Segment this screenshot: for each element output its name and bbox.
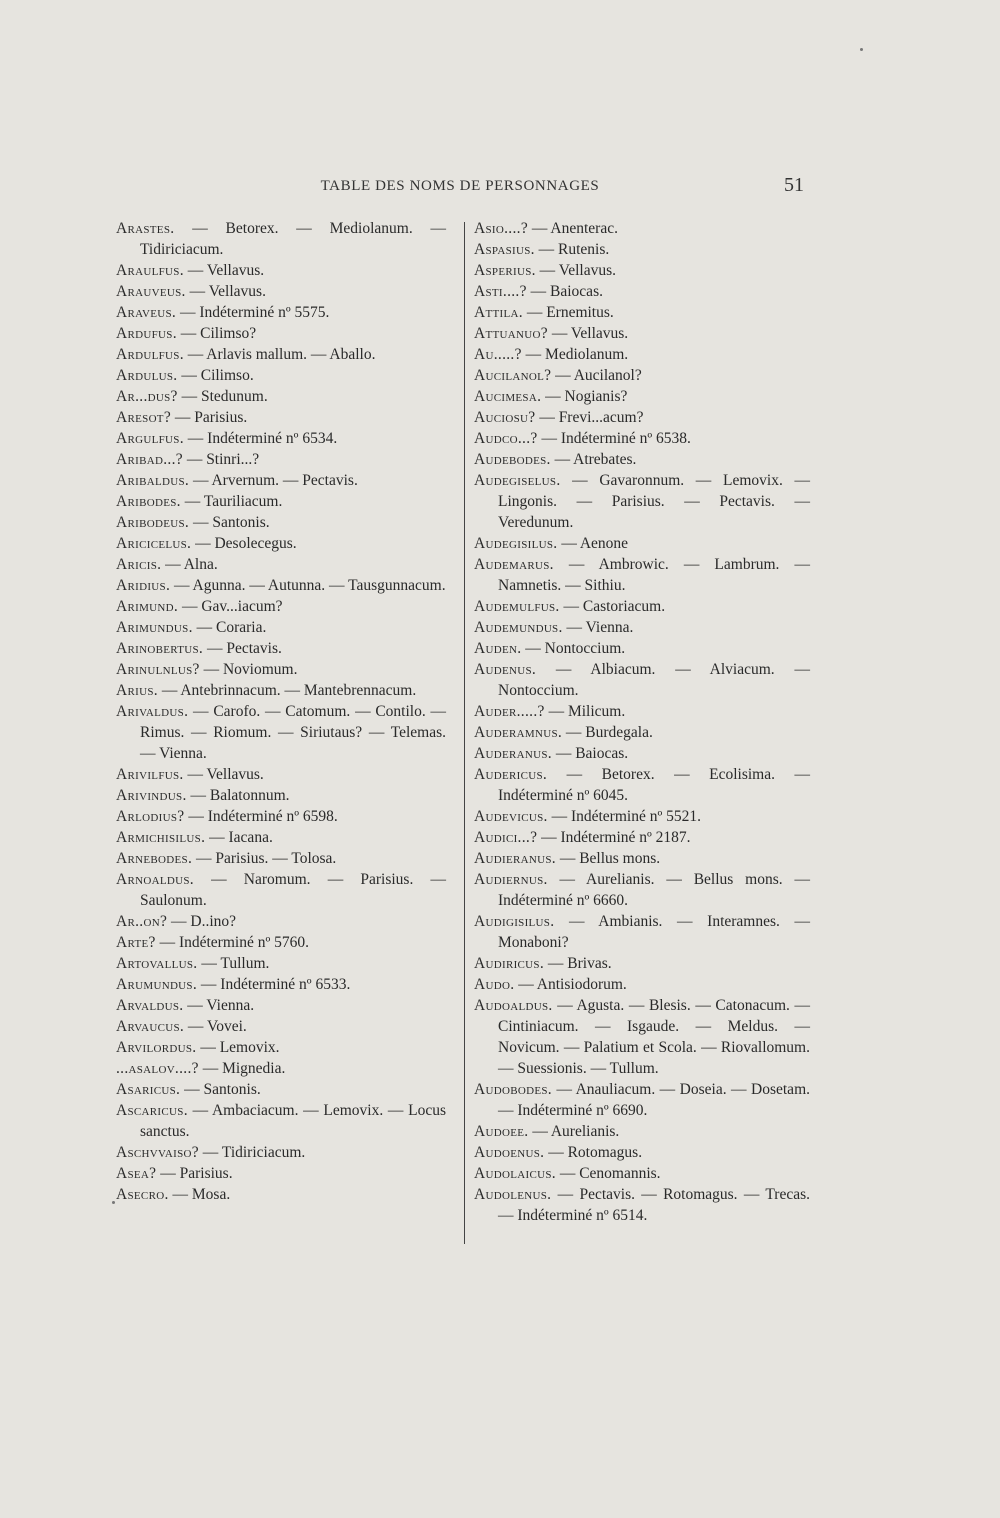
index-entry (474, 869, 810, 911)
entry-name: ...asalov....? (116, 1060, 199, 1077)
index-entry (474, 701, 810, 722)
entry-name: Audoaldus. (474, 997, 553, 1014)
index-entry (116, 995, 446, 1016)
index-entry (116, 1037, 446, 1058)
entry-places: — Betorex. — Mediolanum. — Tidiriciacum. (140, 220, 447, 258)
entry-places: — Mosa. (172, 1186, 231, 1203)
entry-name: Asio....? (474, 220, 528, 237)
entry-name: Audegisilus. (474, 535, 558, 552)
index-entry (116, 554, 446, 575)
entry-places: — Indéterminé nº 6534. (187, 430, 338, 447)
entry-places: — Desolecegus. (195, 535, 297, 552)
entry-places: — Alna. (165, 556, 218, 573)
index-entry (474, 281, 810, 302)
index-entry (474, 449, 810, 470)
entry-name: Audemarus. (474, 556, 554, 573)
index-entry (474, 596, 810, 617)
entry-name: Aucimesa. (474, 388, 542, 405)
index-entry (116, 512, 446, 533)
entry-name: Aribad...? (116, 451, 183, 468)
entry-places: — Vovei. (187, 1018, 247, 1035)
entry-name: Auderamnus. (474, 724, 563, 741)
index-entry (474, 848, 810, 869)
index-entry (474, 260, 810, 281)
index-entry (116, 386, 446, 407)
index-entry (116, 218, 446, 260)
entry-name: Audiernus. (474, 871, 548, 888)
entry-name: Ardufus. (116, 325, 177, 342)
entry-name: Attila. (474, 304, 523, 321)
entry-places: — Aurelianis. (532, 1123, 620, 1140)
entry-places: — Anauliacum. — Doseia. — Dosetam. — Indéterminé nº 6690. (498, 1081, 810, 1119)
entry-places: — Burdegala. (565, 724, 653, 741)
entry-places: — Arlavis mallum. — Aballo. (187, 346, 376, 363)
index-entry (116, 806, 446, 827)
paper-speck (860, 48, 863, 51)
entry-places: — Stinri...? (186, 451, 260, 468)
index-entry (116, 428, 446, 449)
index-entry (116, 764, 446, 785)
entry-places: — Aenone (561, 535, 629, 552)
entry-name: Auder.....? (474, 703, 545, 720)
entry-name: Audolaicus. (474, 1165, 556, 1182)
entry-name: Arimundus. (116, 619, 193, 636)
entry-places: — Pectavis. — Rotomagus. — Trecas. — Indéterminé nº 6514. (498, 1186, 810, 1224)
index-entry (474, 344, 810, 365)
entry-places: — Vellavus. (539, 262, 617, 279)
entry-name: Artovallus. (116, 955, 198, 972)
entry-places: — Indéterminé nº 5575. (179, 304, 330, 321)
entry-name: Audericus. (474, 766, 548, 783)
index-entry (474, 764, 810, 806)
entry-places: — Albiacum. — Alviacum. — Nontoccium. (498, 661, 810, 699)
entry-places: — Nontoccium. (525, 640, 626, 657)
entry-name: Ardulus. (116, 367, 178, 384)
entry-name: Audemundus. (474, 619, 563, 636)
entry-name: Asti....? (474, 283, 527, 300)
entry-name: Arivindus. (116, 787, 187, 804)
entry-places: — Gav...iacum? (181, 598, 283, 615)
entry-name: Auderanus. (474, 745, 552, 762)
entry-name: Aribaldus. (116, 472, 190, 489)
index-entry (116, 1058, 446, 1079)
entry-places: — Carofo. — Catomum. — Contilo. — Rimus. — Riomum. — Siriutaus? — Telemas. — Vienna. (140, 703, 447, 762)
entry-places: — Vellavus. (187, 262, 265, 279)
entry-name: Ascaricus. (116, 1102, 188, 1119)
entry-places: — Aucilanol? (555, 367, 642, 384)
index-entry (474, 911, 810, 953)
entry-places: — Lemovix. (200, 1039, 280, 1056)
entry-name: Asperius. (474, 262, 536, 279)
entry-name: Aschvvaiso? (116, 1144, 199, 1161)
entry-name: Auciosu? (474, 409, 536, 426)
entry-places: — Ambrowic. — Lambrum. — Namnetis. — Sithiu. (498, 556, 810, 594)
entry-places: — Pectavis. (206, 640, 282, 657)
entry-name: Arumundus. (116, 976, 198, 993)
index-entry (474, 365, 810, 386)
entry-name: Audici...? (474, 829, 538, 846)
entry-name: Attuanuo? (474, 325, 548, 342)
entry-name: Arnebodes. (116, 850, 193, 867)
entry-name: Arte? (116, 934, 156, 951)
index-entry (116, 470, 446, 491)
index-entry (116, 848, 446, 869)
column-divider (464, 222, 465, 1244)
entry-places: — Anenterac. (531, 220, 618, 237)
index-entry (116, 1016, 446, 1037)
entry-name: Asecro. (116, 1186, 169, 1203)
right-column (474, 218, 810, 1226)
index-entry (474, 533, 810, 554)
page-number: 51 (784, 174, 804, 196)
entry-places: — Iacana. (209, 829, 273, 846)
entry-name: Audoee. (474, 1123, 529, 1140)
index-entry (474, 428, 810, 449)
entry-name: Araulfus. (116, 262, 184, 279)
index-entry (116, 785, 446, 806)
entry-name: Arinulnlus? (116, 661, 200, 678)
index-entry (474, 1121, 810, 1142)
entry-name: Audemulfus. (474, 598, 560, 615)
index-entry (116, 1163, 446, 1184)
index-entry (474, 323, 810, 344)
index-entry (116, 701, 446, 764)
index-entry (474, 638, 810, 659)
entry-name: Auden. (474, 640, 522, 657)
entry-places: — Noviomum. (203, 661, 298, 678)
index-entry (116, 281, 446, 302)
index-entry (116, 1079, 446, 1100)
entry-places: — Vellavus. (187, 766, 264, 783)
entry-places: — Betorex. — Ecolisima. — Indéterminé nº 6045. (498, 766, 810, 804)
entry-places: — D..ino? (171, 913, 237, 930)
entry-places: — Castoriacum. (563, 598, 666, 615)
index-entry (116, 260, 446, 281)
entry-name: Aresot? (116, 409, 172, 426)
index-entry (116, 827, 446, 848)
index-entry (116, 953, 446, 974)
entry-name: Aribodes. (116, 493, 181, 510)
entry-places: — Stedunum. (181, 388, 268, 405)
entry-places: — Agunna. — Autunna. — Tausgunnacum. (174, 577, 446, 594)
entry-name: Araveus. (116, 304, 177, 321)
entry-places: — Indéterminé nº 2187. (541, 829, 691, 846)
index-entry (474, 995, 810, 1079)
entry-name: Aucilanol? (474, 367, 552, 384)
entry-places: — Ambaciacum. — Lemovix. — Locus sanctus. (140, 1102, 447, 1140)
entry-places: — Baiocas. (530, 283, 603, 300)
entry-name: Audo. (474, 976, 515, 993)
index-entry (474, 1184, 810, 1226)
index-entry (474, 554, 810, 596)
index-entry (116, 302, 446, 323)
entry-places: — Gavaronnum. — Lemovix. — Lingonis. — Parisius. — Pectavis. — Veredunum. (498, 472, 810, 531)
entry-places: — Agusta. — Blesis. — Catonacum. — Cintiniacum. — Isgaude. — Meldus. — Novicum. — Palatium et Scola. — Riovallomum. — Suessionis. — Tullum. (498, 997, 810, 1077)
entry-name: Audigisilus. (474, 913, 555, 930)
entry-places: — Tullum. (201, 955, 270, 972)
entry-places: — Cilimso. (181, 367, 254, 384)
entry-places: — Cenomannis. (559, 1165, 661, 1182)
entry-places: — Mignedia. (202, 1060, 286, 1077)
entry-places: — Baiocas. (555, 745, 629, 762)
entry-name: Arvaucus. (116, 1018, 185, 1035)
entry-name: Argulfus. (116, 430, 184, 447)
entry-name: Arvilordus. (116, 1039, 197, 1056)
entry-places: — Milicum. (548, 703, 626, 720)
entry-name: Arvaldus. (116, 997, 184, 1014)
index-entry (116, 449, 446, 470)
index-entry (116, 407, 446, 428)
entry-places: — Santonis. (192, 514, 270, 531)
entry-name: Audolenus. (474, 1186, 552, 1203)
entry-places: — Arvernum. — Pectavis. (192, 472, 358, 489)
entry-places: — Bellus mons. (559, 850, 661, 867)
entry-name: Arlodius? (116, 808, 185, 825)
index-entry (474, 806, 810, 827)
entry-places: — Balatonnum. (190, 787, 290, 804)
entry-name: Aricicelus. (116, 535, 192, 552)
index-entry (474, 218, 810, 239)
index-entry (474, 386, 810, 407)
entry-name: Audebodes. (474, 451, 551, 468)
entry-places: — Cilimso? (180, 325, 257, 342)
index-entry (116, 911, 446, 932)
index-entry (116, 974, 446, 995)
index-entry (116, 869, 446, 911)
index-entry (116, 491, 446, 512)
entry-name: Aridius. (116, 577, 171, 594)
paper-speck (112, 1201, 115, 1204)
index-entry (474, 743, 810, 764)
entry-places: — Indéterminé nº 5521. (551, 808, 701, 825)
entry-name: Audobodes. (474, 1081, 552, 1098)
entry-places: — Antisiodorum. (518, 976, 627, 993)
entry-places: — Indéterminé nº 6533. (200, 976, 351, 993)
index-entry (474, 617, 810, 638)
running-header: TABLE DES NOMS DE PERSONNAGES (320, 178, 600, 194)
index-entry (116, 638, 446, 659)
entry-name: Asea? (116, 1165, 157, 1182)
entry-name: Arivilfus. (116, 766, 184, 783)
entry-name: Audenus. (474, 661, 537, 678)
entry-places: — Nogianis? (545, 388, 628, 405)
entry-name: Arinobertus. (116, 640, 204, 657)
index-entry (474, 1163, 810, 1184)
index-entry (116, 1142, 446, 1163)
entry-places: — Mediolanum. (525, 346, 629, 363)
entry-name: Audco...? (474, 430, 538, 447)
entry-name: Ardulfus. (116, 346, 184, 363)
index-entry (474, 302, 810, 323)
entry-name: Aspasius. (474, 241, 535, 258)
entry-places: — Parisius. — Tolosa. (196, 850, 337, 867)
entry-places: — Tauriliacum. (184, 493, 283, 510)
entry-name: Audieranus. (474, 850, 556, 867)
entry-name: Audegiselus. (474, 472, 561, 489)
entry-name: Audevicus. (474, 808, 548, 825)
entry-name: Audoenus. (474, 1144, 545, 1161)
index-entry (116, 932, 446, 953)
entry-places: — Antebrinnacum. — Mantebrennacum. (161, 682, 417, 699)
entry-places: — Brivas. (547, 955, 612, 972)
entry-places: — Aurelianis. — Bellus mons. — Indéterminé nº 6660. (498, 871, 810, 909)
index-entry (116, 617, 446, 638)
entry-places: — Vellavus. (551, 325, 629, 342)
entry-places: — Indéterminé nº 6598. (188, 808, 338, 825)
index-entry (474, 407, 810, 428)
index-entry (474, 722, 810, 743)
index-entry (474, 827, 810, 848)
entry-places: — Rotomagus. (548, 1144, 643, 1161)
entry-places: — Ambianis. — Interamnes. — Monaboni? (498, 913, 811, 951)
entry-places: — Frevi...acum? (539, 409, 644, 426)
entry-name: Aribodeus. (116, 514, 190, 531)
index-entry (116, 323, 446, 344)
entry-name: Arivaldus. (116, 703, 189, 720)
entry-name: Au.....? (474, 346, 522, 363)
entry-places: — Tidiriciacum. (202, 1144, 306, 1161)
index-entry (116, 680, 446, 701)
entry-places: — Ernemitus. (526, 304, 614, 321)
index-entry (116, 659, 446, 680)
index-entry (116, 533, 446, 554)
entry-places: — Indéterminé nº 5760. (159, 934, 310, 951)
entry-places: — Vienna. (187, 997, 255, 1014)
index-entry (474, 239, 810, 260)
left-column (116, 218, 446, 1205)
entry-name: Arius. (116, 682, 158, 699)
entry-places: — Naromum. — Parisius. — Saulonum. (140, 871, 447, 909)
entry-name: Aricis. (116, 556, 162, 573)
index-entry (474, 659, 810, 701)
entry-places: — Santonis. (184, 1081, 261, 1098)
entry-name: Arimund. (116, 598, 179, 615)
index-entry (474, 953, 810, 974)
index-entry (116, 1100, 446, 1142)
entry-places: — Vienna. (566, 619, 634, 636)
entry-name: Ar..on? (116, 913, 168, 930)
entry-name: Armichisilus. (116, 829, 206, 846)
entry-name: Audiricus. (474, 955, 545, 972)
entry-places: — Coraria. (196, 619, 267, 636)
entry-name: Arauveus. (116, 283, 186, 300)
entry-name: Ar...dus? (116, 388, 178, 405)
index-entry (116, 1184, 446, 1205)
index-entry (116, 575, 446, 596)
index-entry (474, 1142, 810, 1163)
index-entry (116, 344, 446, 365)
entry-places: — Vellavus. (189, 283, 266, 300)
entry-places: — Atrebates. (554, 451, 637, 468)
entry-name: Arastes. (116, 220, 175, 237)
entry-places: — Rutenis. (538, 241, 610, 258)
index-entry (474, 1079, 810, 1121)
entry-places: — Parisius. (174, 409, 248, 426)
index-entry (116, 365, 446, 386)
entry-name: Arnoaldus. (116, 871, 194, 888)
entry-places: — Indéterminé nº 6538. (541, 430, 691, 447)
index-entry (474, 974, 810, 995)
index-entry (116, 596, 446, 617)
index-entry (474, 470, 810, 533)
entry-name: Asaricus. (116, 1081, 181, 1098)
entry-places: — Parisius. (160, 1165, 233, 1182)
